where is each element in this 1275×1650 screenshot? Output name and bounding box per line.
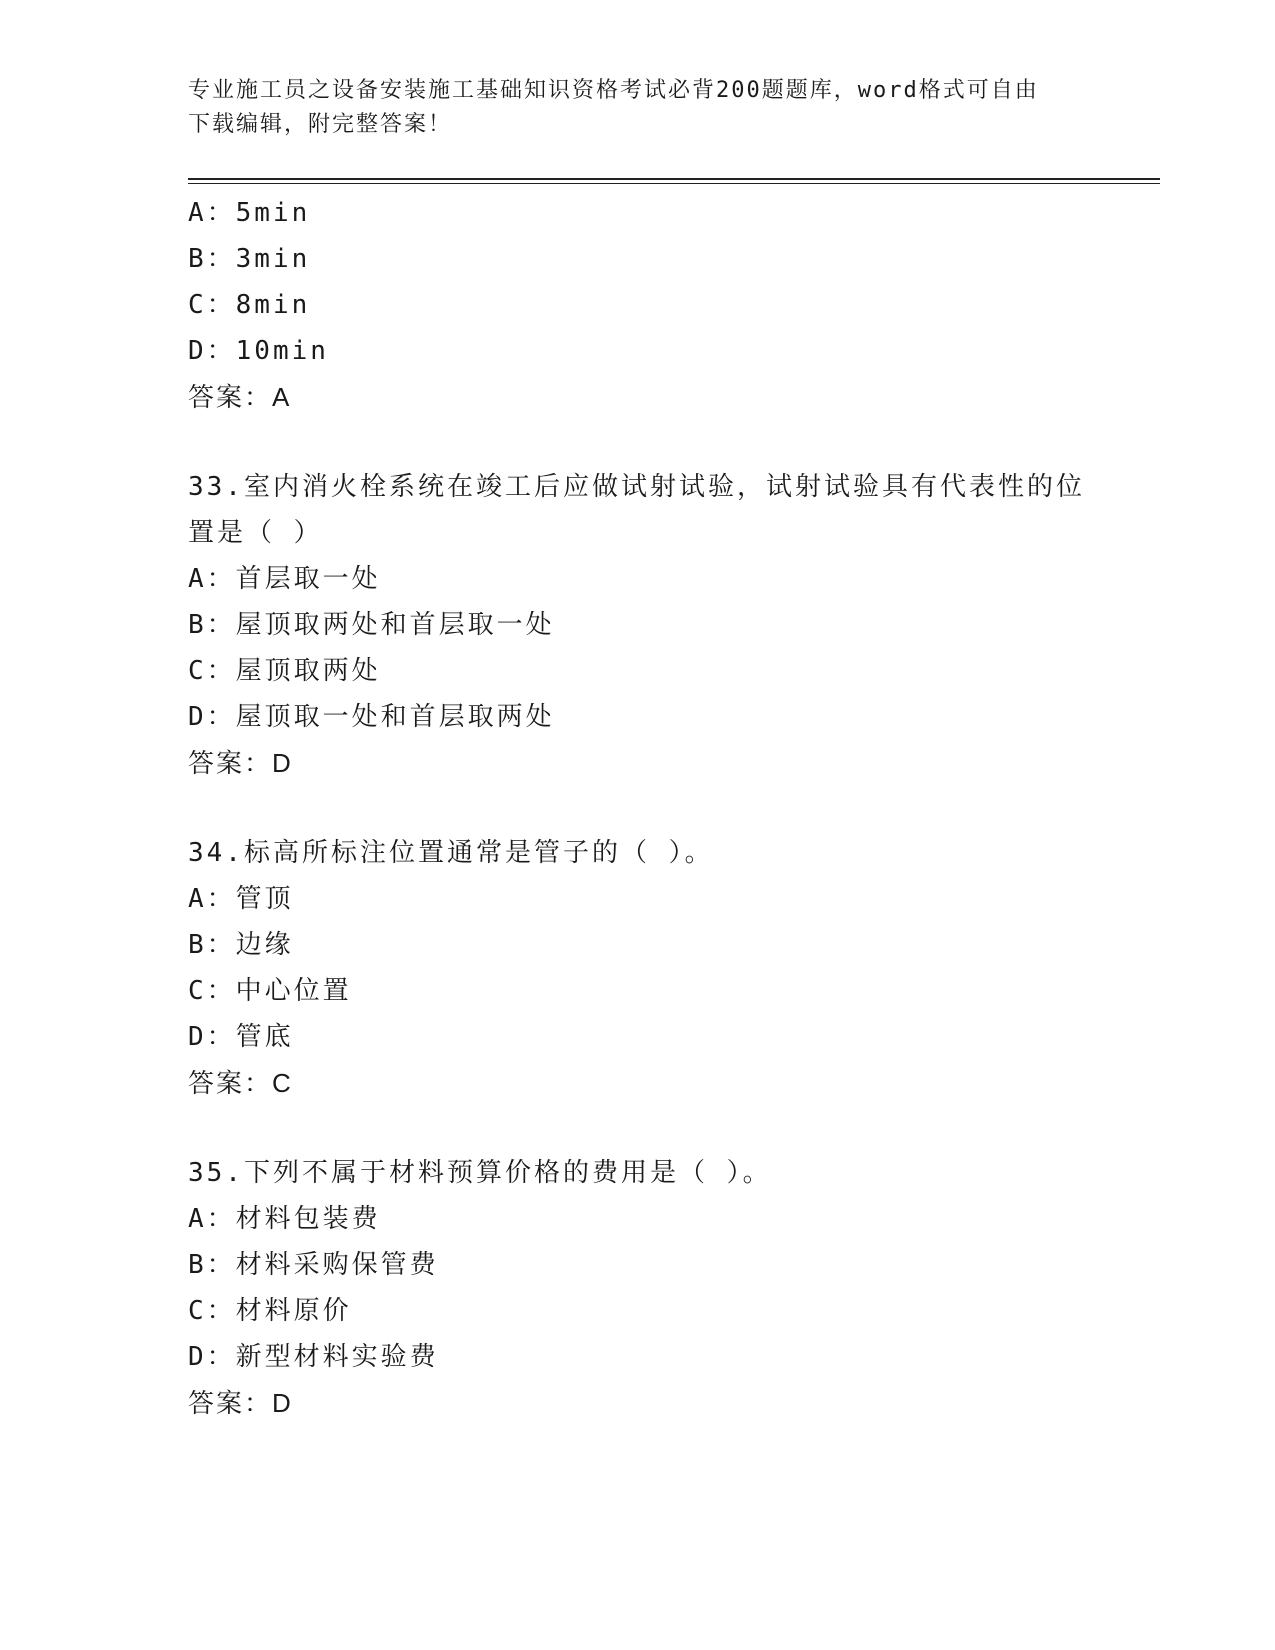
question-text: 35.下列不属于材料预算价格的费用是（ ）。 — [188, 1158, 772, 1188]
option-b: B：边缘 — [188, 930, 294, 960]
option-b: B：3min — [188, 244, 311, 274]
option-d: D：管底 — [188, 1022, 294, 1052]
option-b: B：屋顶取两处和首层取一处 — [188, 610, 555, 640]
option-c: C：材料原价 — [188, 1296, 352, 1326]
document-header — [188, 74, 1088, 142]
header-line-2: 下载编辑，附完整答案！ — [188, 112, 453, 137]
option-c: C：中心位置 — [188, 976, 352, 1006]
option-a: A：5min — [188, 198, 311, 228]
option-d: D：10min — [188, 336, 329, 366]
question-32 — [188, 190, 1088, 420]
answer-line: 答案：A — [188, 382, 292, 412]
header-rule-thin — [188, 183, 1160, 184]
question-35 — [188, 1150, 1088, 1426]
question-34 — [188, 830, 1088, 1106]
option-a: A：首层取一处 — [188, 564, 381, 594]
answer-line: 答案：C — [188, 1068, 293, 1098]
answer-line: 答案：D — [188, 748, 293, 778]
option-a: A：材料包装费 — [188, 1204, 381, 1234]
question-list — [188, 190, 1088, 1426]
header-line-1: 专业施工员之设备安装施工基础知识资格考试必背200题题库，word格式可自由 — [188, 78, 1039, 103]
header-rule-thick — [188, 178, 1160, 180]
option-c: C：8min — [188, 290, 311, 320]
option-d: D：屋顶取一处和首层取两处 — [188, 702, 555, 732]
option-a: A：管顶 — [188, 884, 294, 914]
option-b: B：材料采购保管费 — [188, 1250, 439, 1280]
option-c: C：屋顶取两处 — [188, 656, 381, 686]
answer-line: 答案：D — [188, 1388, 293, 1418]
question-text-line-2: 置是（ ） — [188, 518, 323, 548]
option-d: D：新型材料实验费 — [188, 1342, 439, 1372]
question-text-line-1: 33.室内消火栓系统在竣工后应做试射试验，试射试验具有代表性的位 — [188, 472, 1085, 502]
question-text: 34.标高所标注位置通常是管子的（ ）。 — [188, 838, 714, 868]
question-33 — [188, 464, 1088, 786]
